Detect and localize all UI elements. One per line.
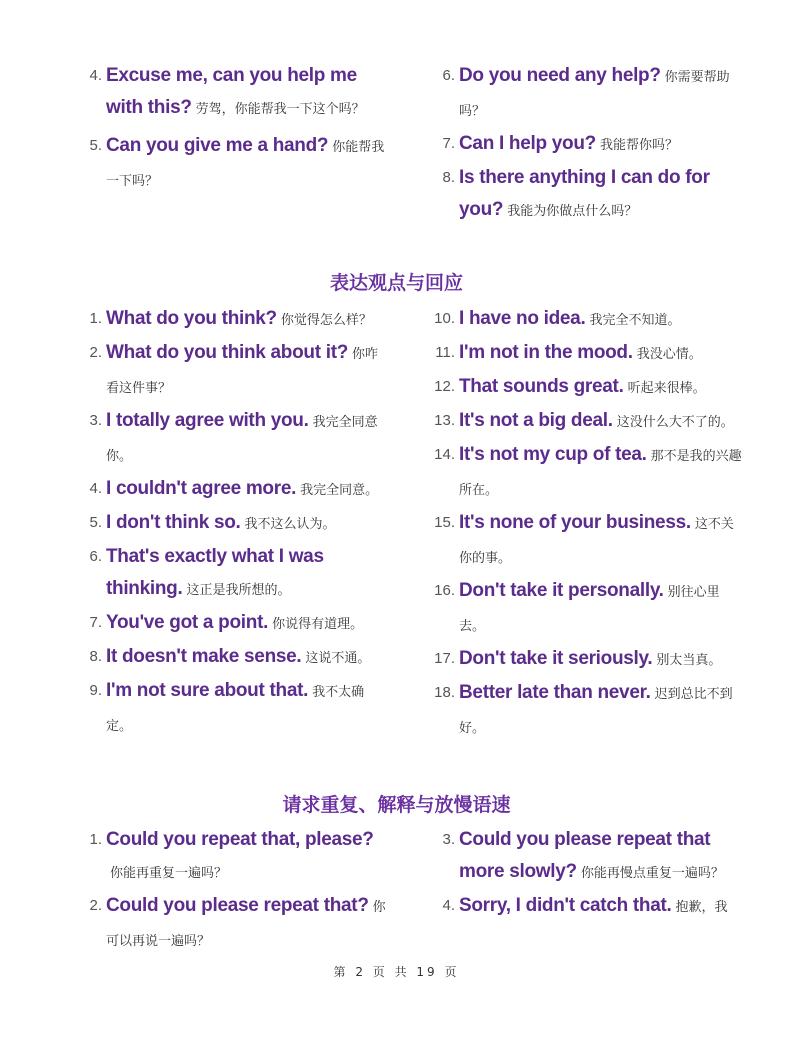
chinese-translation: 我完全不知道。 <box>589 313 681 328</box>
list-item <box>80 507 390 541</box>
item-number: 7. <box>89 614 102 631</box>
list-item <box>80 60 390 126</box>
list-item <box>433 405 743 439</box>
item-number: 1. <box>89 831 102 848</box>
english-phrase: I'm not in the mood. <box>459 342 633 363</box>
english-phrase: It's not my cup of tea. <box>459 444 647 465</box>
english-phrase: What do you think? <box>106 308 277 329</box>
chinese-translation: 那不是我的兴趣所在。 <box>459 449 742 498</box>
item-number: 13. <box>434 412 455 429</box>
english-phrase: Could you please repeat that more slowly? <box>459 829 711 882</box>
chinese-translation: 你说得有道理。 <box>272 617 364 632</box>
item-number: 1. <box>89 310 102 327</box>
chinese-translation: 别往心里去。 <box>459 585 720 634</box>
list-item <box>433 575 743 643</box>
chinese-translation: 我没心情。 <box>636 347 702 362</box>
item-number: 14. <box>434 446 455 463</box>
item-number: 8. <box>89 648 102 665</box>
item-number: 11. <box>435 344 455 361</box>
chinese-translation: 我能为你做点什么吗？ <box>507 204 638 219</box>
chinese-translation: 你能再慢点重复一遍吗？ <box>580 866 724 881</box>
list-item <box>433 162 743 228</box>
list-item <box>80 824 390 890</box>
chinese-translation: 我不这么认为。 <box>244 517 336 532</box>
list-item <box>80 337 390 405</box>
english-phrase: It's none of your business. <box>459 512 691 533</box>
item-number: 12. <box>434 378 455 395</box>
chinese-translation: 你能帮我一下吗？ <box>106 140 385 189</box>
item-number: 4. <box>89 67 102 84</box>
list-item <box>433 371 743 405</box>
item-number: 18. <box>434 684 455 701</box>
list-item <box>433 337 743 371</box>
section0-right-column <box>433 60 743 228</box>
item-number: 15. <box>434 514 455 531</box>
item-number: 2. <box>89 897 102 914</box>
list-item <box>80 405 390 473</box>
chinese-translation: 我完全同意你。 <box>106 415 378 464</box>
english-phrase: Excuse me, can you help me with this? <box>106 65 357 118</box>
english-phrase: Don't take it personally. <box>459 580 664 601</box>
english-phrase: What do you think about it? <box>106 342 349 363</box>
list-item <box>80 607 390 641</box>
english-phrase: Can you give me a hand? <box>106 135 329 156</box>
chinese-translation: 你咋看这件事？ <box>106 347 379 396</box>
list-item <box>80 541 390 607</box>
item-number: 2. <box>89 344 102 361</box>
chinese-translation: 我能帮你吗？ <box>599 138 678 153</box>
english-phrase: Is there anything I can do for you? <box>459 167 710 220</box>
section-title-opinions: 表达观点与回应 <box>329 272 463 294</box>
chinese-translation: 你能再重复一遍吗？ <box>110 866 228 881</box>
chinese-translation: 抱歉，我 <box>675 900 728 915</box>
list-item <box>433 507 743 575</box>
section-title-repeat-requests: 请求重复、解释与放慢语速 <box>282 794 511 816</box>
chinese-translation: 迟到总比不到好。 <box>459 687 733 736</box>
english-phrase: Could you please repeat that? <box>106 895 369 916</box>
item-number: 9. <box>89 682 102 699</box>
english-phrase: Do you need any help? <box>459 65 661 86</box>
list-item <box>80 473 390 507</box>
section2-right-column <box>433 824 743 954</box>
item-number: 8. <box>442 169 455 186</box>
section1-left-column <box>80 303 390 743</box>
chinese-translation: 劳驾，你能帮我一下这个吗？ <box>195 102 365 117</box>
list-item <box>433 890 743 924</box>
item-number: 5. <box>89 514 102 531</box>
english-phrase: I totally agree with you. <box>106 410 309 431</box>
list-item <box>433 677 743 745</box>
list-item <box>433 303 743 337</box>
chinese-translation: 你觉得怎么样？ <box>280 313 372 328</box>
list-item <box>80 890 390 958</box>
item-number: 3. <box>89 412 102 429</box>
item-number: 6. <box>89 548 102 565</box>
chinese-translation: 这不关你的事。 <box>459 517 734 566</box>
chinese-translation: 这正是我所想的。 <box>186 583 291 598</box>
chinese-translation: 这没什么大不了的。 <box>616 415 734 430</box>
item-number: 5. <box>89 137 102 154</box>
english-phrase: I have no idea. <box>459 308 586 329</box>
english-phrase: You've got a point. <box>106 612 269 633</box>
item-number: 4. <box>442 897 455 914</box>
chinese-translation: 听起来很棒。 <box>627 381 706 396</box>
chinese-translation: 我完全同意。 <box>300 483 379 498</box>
english-phrase: Better late than never. <box>459 682 651 703</box>
chinese-translation: 你可以再说一遍吗？ <box>106 900 386 949</box>
english-phrase: That's exactly what I was thinking. <box>106 546 324 599</box>
english-phrase: It's not a big deal. <box>459 410 613 431</box>
section2-left-column <box>80 824 390 958</box>
chinese-translation: 别太当真。 <box>656 653 722 668</box>
english-phrase: It doesn't make sense. <box>106 646 302 667</box>
item-number: 10. <box>434 310 455 327</box>
english-phrase: Sorry, I didn't catch that. <box>459 895 672 916</box>
list-item <box>433 439 743 507</box>
list-item <box>433 128 743 162</box>
english-phrase: I couldn't agree more. <box>106 478 297 499</box>
list-item <box>80 641 390 675</box>
list-item <box>80 303 390 337</box>
list-item <box>80 675 390 743</box>
list-item <box>80 130 390 198</box>
english-phrase: That sounds great. <box>459 376 624 397</box>
item-number: 7. <box>442 135 455 152</box>
item-number: 4. <box>89 480 102 497</box>
chinese-translation: 我不太确定。 <box>106 685 365 734</box>
section1-right-column <box>433 303 743 745</box>
english-phrase: I don't think so. <box>106 512 241 533</box>
english-phrase: Don't take it seriously. <box>459 648 653 669</box>
english-phrase: I'm not sure about that. <box>106 680 309 701</box>
list-item <box>433 60 743 128</box>
chinese-translation: 你需要帮助吗？ <box>459 70 730 119</box>
chinese-translation: 这说不通。 <box>305 651 371 666</box>
english-phrase: Can I help you? <box>459 133 596 154</box>
list-item <box>433 824 743 890</box>
item-number: 16. <box>434 582 455 599</box>
english-phrase: Could you repeat that, please? <box>106 829 374 850</box>
list-item <box>433 643 743 677</box>
section0-left-column <box>80 60 390 198</box>
page-footer: 第 2 页 共 19 页 <box>333 965 460 979</box>
item-number: 17. <box>434 650 455 667</box>
item-number: 6. <box>442 67 455 84</box>
item-number: 3. <box>442 831 455 848</box>
